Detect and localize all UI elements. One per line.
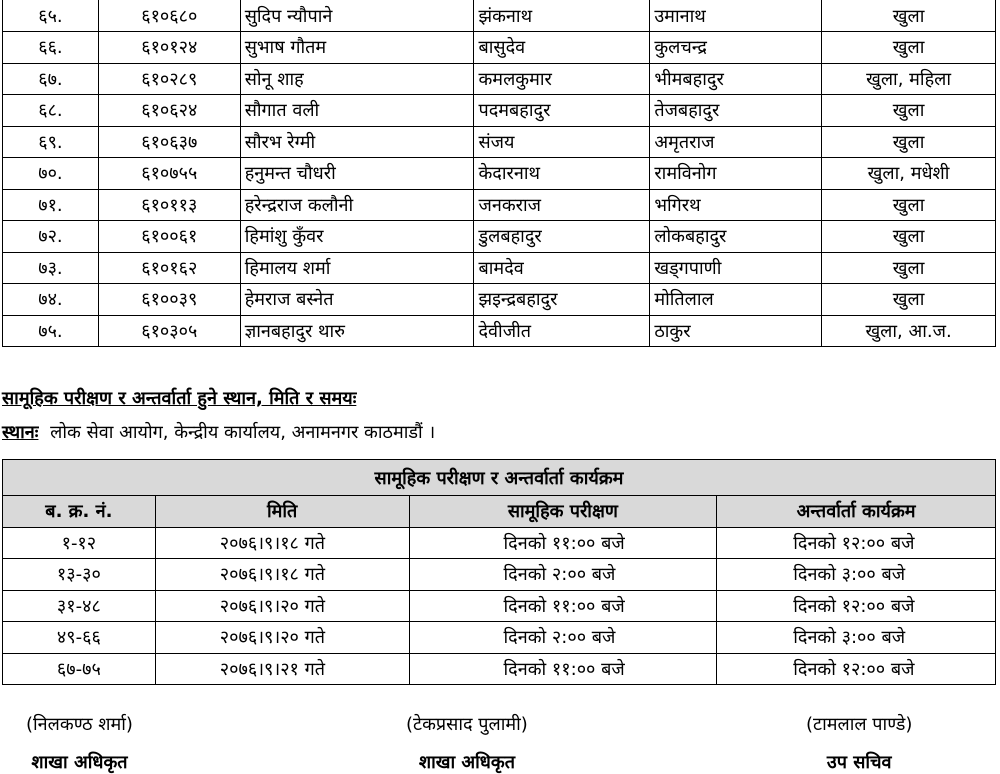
roll-number-cell: ६१०६३७ — [98, 126, 240, 158]
signatory-post: शाखा अधिकृत — [418, 752, 515, 773]
schedule-header-serial: ब. क्र. नं. — [3, 496, 156, 528]
table-row — [3, 189, 996, 221]
signatory-name: (टामलाल पाण्डे) — [806, 714, 913, 735]
serial-number-cell: ६६. — [3, 32, 99, 64]
serial-number-cell: ६५. — [3, 0, 99, 32]
group-test-time-cell: दिनको २:०० बजे — [409, 559, 717, 591]
serial-number-cell: ६८. — [3, 95, 99, 127]
category-cell: खुला, महिला — [822, 63, 996, 95]
grandfather-name-cell: ठाकुर — [650, 315, 822, 347]
table-row — [3, 221, 996, 253]
interview-time-cell: दिनको १२:०० बजे — [717, 527, 996, 559]
venue-heading: सामूहिक परीक्षण र अन्तर्वार्ता हुने स्थान, मिति र समयः — [2, 388, 357, 409]
table-row — [3, 32, 996, 64]
category-cell: खुला — [822, 32, 996, 64]
category-cell: खुला — [822, 95, 996, 127]
serial-number-cell: ७३. — [3, 252, 99, 284]
group-test-time-cell: दिनको ११:०० बजे — [409, 527, 717, 559]
table-row — [3, 559, 996, 591]
venue-label: स्थानः — [2, 422, 39, 443]
roll-number-cell: ६१००३९ — [98, 284, 240, 316]
signatory-post: उप सचिव — [826, 752, 892, 773]
roll-number-cell: ६१०१६२ — [98, 252, 240, 284]
table-row — [3, 284, 996, 316]
interview-time-cell: दिनको ३:०० बजे — [717, 622, 996, 654]
table-row — [3, 126, 996, 158]
serial-number-cell: ६९. — [3, 126, 99, 158]
table-row — [3, 0, 996, 32]
father-name-cell: बामदेव — [474, 252, 650, 284]
grandfather-name-cell: कुलचन्द्र — [650, 32, 822, 64]
date-cell: २०७६।९।१८ गते — [155, 527, 409, 559]
schedule-table — [2, 459, 996, 685]
father-name-cell: डुलबहादुर — [474, 221, 650, 253]
grandfather-name-cell: रामविनोग — [650, 158, 822, 190]
group-test-time-cell: दिनको ११:०० बजे — [409, 590, 717, 622]
roll-number-cell: ६१०३०५ — [98, 315, 240, 347]
candidate-name-cell: हनुमन्त चौधरी — [240, 158, 474, 190]
roll-number-cell: ६१०६२४ — [98, 95, 240, 127]
category-cell: खुला, आ.ज. — [822, 315, 996, 347]
category-cell: खुला — [822, 126, 996, 158]
grandfather-name-cell: मोतिलाल — [650, 284, 822, 316]
candidate-name-cell: हिमांशु कुँवर — [240, 221, 474, 253]
serial-range-cell: ३१-४८ — [3, 590, 156, 622]
roll-number-cell: ६१०७५५ — [98, 158, 240, 190]
signature-block — [806, 712, 912, 774]
table-row — [3, 590, 996, 622]
roll-number-cell: ६१०११३ — [98, 189, 240, 221]
date-cell: २०७६।९।२० गते — [155, 622, 409, 654]
signatory-post: शाखा अधिकृत — [31, 752, 128, 773]
father-name-cell: संजय — [474, 126, 650, 158]
candidate-name-cell: सुदिप न्यौपाने — [240, 0, 474, 32]
roll-number-cell: ६१००६१ — [98, 221, 240, 253]
category-cell: खुला — [822, 252, 996, 284]
serial-number-cell: ७५. — [3, 315, 99, 347]
table-row — [3, 158, 996, 190]
schedule-body — [3, 527, 996, 685]
table-row — [3, 63, 996, 95]
grandfather-name-cell: अमृतराज — [650, 126, 822, 158]
table-row — [3, 653, 996, 685]
father-name-cell: पदमबहादुर — [474, 95, 650, 127]
candidate-name-cell: सुभाष गौतम — [240, 32, 474, 64]
venue-value: लोक सेवा आयोग, केन्द्रीय कार्यालय, अनामनगर काठमाडौं । — [50, 422, 436, 443]
date-cell: २०७६।९।१८ गते — [155, 559, 409, 591]
serial-number-cell: ७०. — [3, 158, 99, 190]
venue-line — [2, 420, 435, 444]
date-cell: २०७६।९।२० गते — [155, 590, 409, 622]
category-cell: खुला — [822, 221, 996, 253]
father-name-cell: जनकराज — [474, 189, 650, 221]
roll-number-cell: ६१०६८० — [98, 0, 240, 32]
candidate-name-cell: सौरभ रेग्मी — [240, 126, 474, 158]
serial-range-cell: १३-३० — [3, 559, 156, 591]
category-cell: खुला, मधेशी — [822, 158, 996, 190]
signature-block — [406, 712, 528, 774]
father-name-cell: झइन्द्रबहादुर — [474, 284, 650, 316]
serial-range-cell: १-१२ — [3, 527, 156, 559]
grandfather-name-cell: उमानाथ — [650, 0, 822, 32]
father-name-cell: देवीजीत — [474, 315, 650, 347]
category-cell: खुला — [822, 284, 996, 316]
date-cell: २०७६।९।२१ गते — [155, 653, 409, 685]
category-cell: खुला — [822, 0, 996, 32]
schedule-title: सामूहिक परीक्षण र अन्तर्वार्ता कार्यक्रम — [3, 460, 996, 496]
candidate-name-cell: ज्ञानबहादुर थारु — [240, 315, 474, 347]
candidate-name-cell: सौगात वली — [240, 95, 474, 127]
signatory-name: (टेकप्रसाद पुलामी) — [406, 714, 528, 735]
signatory-name: (निलकण्ठ शर्मा) — [26, 714, 133, 735]
table-row — [3, 527, 996, 559]
group-test-time-cell: दिनको ११:०० बजे — [409, 653, 717, 685]
candidate-name-cell: हरेन्द्रराज कलौनी — [240, 189, 474, 221]
grandfather-name-cell: लोकबहादुर — [650, 221, 822, 253]
interview-time-cell: दिनको १२:०० बजे — [717, 590, 996, 622]
table-row — [3, 252, 996, 284]
roll-number-cell: ६१०१२४ — [98, 32, 240, 64]
serial-range-cell: ६७-७५ — [3, 653, 156, 685]
interview-time-cell: दिनको १२:०० बजे — [717, 653, 996, 685]
candidate-name-cell: हिमालय शर्मा — [240, 252, 474, 284]
serial-number-cell: ७४. — [3, 284, 99, 316]
schedule-header-group-test: सामूहिक परीक्षण — [409, 496, 717, 528]
candidate-list-table — [2, 0, 996, 347]
table-row — [3, 95, 996, 127]
signature-block — [26, 712, 133, 774]
serial-number-cell: ७१. — [3, 189, 99, 221]
father-name-cell: कमलकुमार — [474, 63, 650, 95]
schedule-header-date: मिति — [155, 496, 409, 528]
table-row — [3, 622, 996, 654]
group-test-time-cell: दिनको २:०० बजे — [409, 622, 717, 654]
candidate-list-body — [3, 0, 996, 347]
father-name-cell: केदारनाथ — [474, 158, 650, 190]
table-row — [3, 315, 996, 347]
category-cell: खुला — [822, 189, 996, 221]
grandfather-name-cell: तेजबहादुर — [650, 95, 822, 127]
grandfather-name-cell: खड्गपाणी — [650, 252, 822, 284]
roll-number-cell: ६१०२८९ — [98, 63, 240, 95]
candidate-name-cell: हेमराज बस्नेत — [240, 284, 474, 316]
father-name-cell: झंकनाथ — [474, 0, 650, 32]
interview-time-cell: दिनको ३:०० बजे — [717, 559, 996, 591]
schedule-header-interview: अन्तर्वार्ता कार्यक्रम — [717, 496, 996, 528]
serial-number-cell: ७२. — [3, 221, 99, 253]
father-name-cell: बासुदेव — [474, 32, 650, 64]
candidate-name-cell: सोनू शाह — [240, 63, 474, 95]
serial-number-cell: ६७. — [3, 63, 99, 95]
grandfather-name-cell: भगिरथ — [650, 189, 822, 221]
serial-range-cell: ४९-६६ — [3, 622, 156, 654]
grandfather-name-cell: भीमबहादुर — [650, 63, 822, 95]
